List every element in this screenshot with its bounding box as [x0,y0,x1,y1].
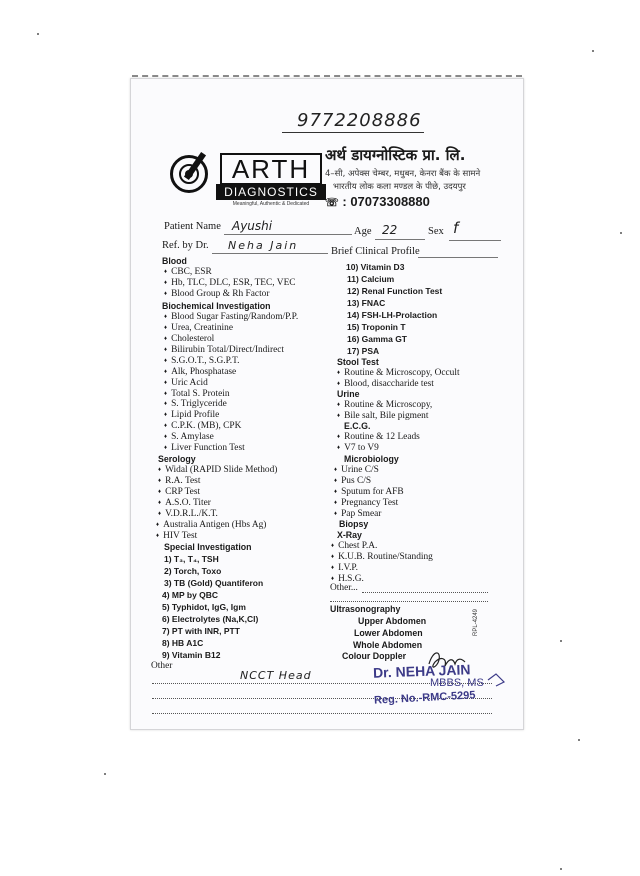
list-item: ♦ I.V.P. [331,563,358,573]
list-item: ♦ Blood, disaccharide test [337,379,434,389]
blood-header: Blood [162,256,187,266]
age-line [375,239,425,240]
patient-name-value: Ayushi [232,219,273,233]
list-item: ♦ Routine & Microscopy, [337,400,432,410]
list-item: ♦ Hb, TLC, DLC, ESR, TEC, VEC [164,278,296,288]
speck [620,232,622,234]
clinical-profile-line [418,257,498,258]
list-item: 2) Torch, Toxo [164,566,222,576]
list-item: ♦ Bile salt, Bile pigment [337,411,428,421]
contact-line [325,194,430,209]
age-value: 22 [382,223,398,237]
doctor-stamp-reg: Reg. No.-RMC-5295 [373,689,476,707]
list-item: ♦ R.A. Test [158,476,200,486]
list-item: ♦ A.S.O. Titer [158,498,211,508]
lab-hindi-name: अर्थ डायग्नोस्टिक प्रा. लि. [325,146,466,164]
speck [592,50,594,52]
list-item: 9) Vitamin B12 [162,650,221,660]
list-item: 6) Electrolytes (Na,K,Cl) [162,614,259,624]
list-item: ♦ H.S.G. [331,574,364,584]
list-item: 7) PT with INR, PTT [162,626,240,636]
list-item: 17) PSA [347,346,380,356]
list-item: ♦ Routine & 12 Leads [337,432,420,442]
side-code: RPL-4249 [473,608,479,636]
special-header: Special Investigation [164,542,252,552]
list-item: ♦ Urea, Creatinine [164,323,233,333]
patient-name-line [224,234,352,235]
list-item: 3) TB (Gold) Quantiferon [164,578,264,588]
list-item: Colour Doppler [342,651,407,661]
list-item: 15) Troponin T [347,322,406,332]
list-item: 16) Gamma GT [347,334,407,344]
brand-sub: DIAGNOSTICS [216,184,326,200]
phone-icon: ☏ [325,197,339,209]
ref-by-value: Neha Jain [228,239,299,252]
list-item: ♦ V.D.R.L./K.T. [158,509,218,519]
doctor-stamp-degree: MBBS, MS [430,677,484,689]
handwritten-phone: 9772208886 [297,110,422,131]
brand-tagline: Meaningful, Authentic & Dedicated [232,201,310,207]
list-item: ♦ S.G.O.T., S.G.P.T. [164,356,239,366]
list-item: ♦ Uric Acid [164,378,208,388]
xray-other-label: Other... [330,583,358,593]
list-item: 1) T₃, T₄, TSH [164,554,219,564]
list-item: ♦ CBC, ESR [164,267,212,277]
list-item: ♦ Pap Smear [334,509,381,519]
list-item: ♦ Cholesterol [164,334,214,344]
ref-by-line [212,253,328,254]
list-item: Upper Abdomen [358,616,427,626]
list-item: ♦ Sputum for AFB [334,487,404,497]
other-line-3 [152,713,492,714]
biopsy-header: Biopsy [339,519,369,529]
brand-name: ARTH [220,153,322,185]
ref-by-label: Ref. by Dr. [162,240,209,251]
list-item: ♦ V7 to V9 [337,443,379,453]
age-label: Age [354,226,372,237]
address-line-2: भारतीय लोक कला मण्डल के पीछे, उदयपुर [333,182,466,192]
doctor-stamp-name: Dr. NEHA JAIN [372,661,471,681]
biochem-header: Biochemical Investigation [162,301,271,311]
xray-header: X-Ray [337,530,362,540]
speck [560,868,562,870]
list-item: ♦ Urine C/S [334,465,379,475]
list-item: ♦ Chest P.A. [331,541,377,551]
address-line-1: 4–सी, अपेक्स चेम्बर, मधुबन, केनरा बैंक के सामने [325,169,481,179]
list-item: ♦ S. Amylase [164,432,214,442]
list-item: ♦ S. Triglyceride [164,399,227,409]
list-item: ♦ Widal (RAPID Slide Method) [158,465,277,475]
list-item: Whole Abdomen [353,640,423,650]
doctor-signature [425,646,471,676]
list-item: ♦ HIV Test [156,531,197,541]
patient-name-label: Patient Name [164,221,221,232]
sex-value: f [453,219,459,237]
list-item: ♦ Pregnancy Test [334,498,398,508]
phone-underline [282,132,424,133]
speck [578,739,580,741]
list-item: 8) HB A1C [162,638,204,648]
speck [560,640,562,642]
list-item: ♦ Alk, Phosphatase [164,367,236,377]
list-item: ♦ CRP Test [158,487,200,497]
list-item: 13) FNAC [347,298,386,308]
list-item: ♦ Blood Sugar Fasting/Random/P.P. [164,312,298,322]
ecg-header: E.C.G. [344,421,371,431]
list-item: ♦ K.U.B. Routine/Standing [331,552,433,562]
other-label: Other [151,661,173,671]
contact-phone: : 07073308880 [342,194,430,209]
list-item: ♦ Lipid Profile [164,410,219,420]
xray-other-line [362,592,488,593]
serology-header: Serology [158,454,196,464]
list-item: 11) Calcium [347,274,395,284]
stool-header: Stool Test [337,357,379,367]
tear-edge [132,75,522,77]
sex-line [449,240,501,241]
list-item: ♦ Routine & Microscopy, Occult [337,368,460,378]
list-item: ♦ C.P.K. (MB), CPK [164,421,241,431]
speck [104,773,106,775]
stamp-mark [486,672,508,688]
list-item: Lower Abdomen [354,628,423,638]
arth-logo [168,149,324,211]
list-item: 10) Vitamin D3 [346,262,405,272]
list-item: ♦ Blood Group & Rh Factor [164,289,270,299]
clinical-profile-label: Brief Clinical Profile [331,246,420,257]
micro-header: Microbiology [344,454,399,464]
other-value: NCCT Head [240,669,312,682]
list-item: 14) FSH-LH-Prolaction [347,310,438,320]
list-item: ♦ Bilirubin Total/Direct/Indirect [164,345,284,355]
urine-header: Urine [337,389,360,399]
list-item: ♦ Liver Function Test [164,443,245,453]
sex-label: Sex [428,226,444,237]
list-item: ♦ Australia Antigen (Hbs Ag) [156,520,266,530]
xray-other-line-2 [330,601,488,602]
speck [37,33,39,35]
list-item: 4) MP by QBC [162,590,219,600]
list-item: 12) Renal Function Test [347,286,443,296]
list-item: 5) Typhidot, IgG, Igm [162,602,246,612]
list-item: ♦ Total S. Protein [164,389,230,399]
list-item: ♦ Pus C/S [334,476,371,486]
usg-header: Ultrasonography [330,604,401,614]
